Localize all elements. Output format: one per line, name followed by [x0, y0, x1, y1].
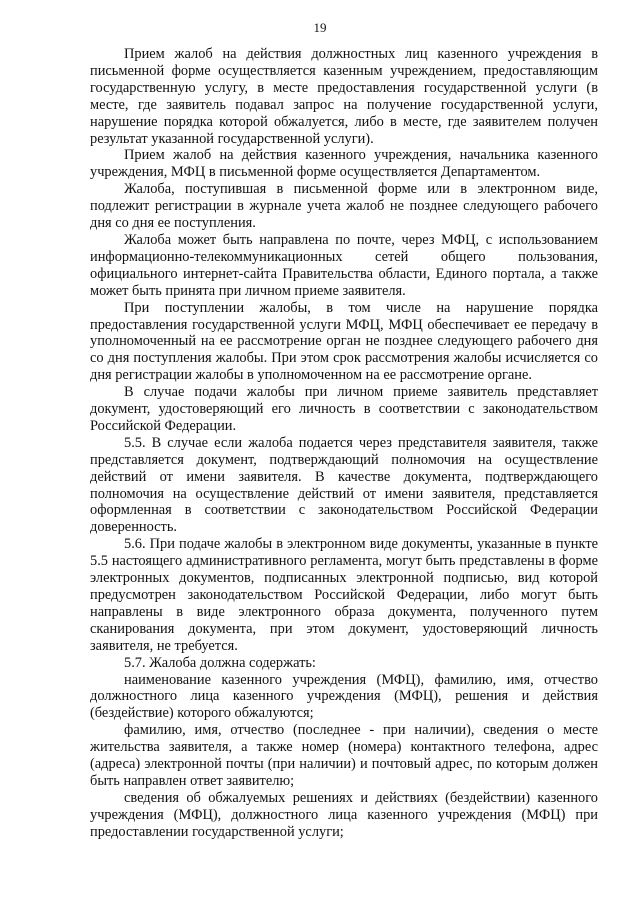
- paragraph: наименование казенного учреждения (МФЦ), фамилию, имя, отчество должностного лица казенного учреждения (МФЦ), решения и действия (бездействие) которого обжалуются;: [90, 671, 598, 722]
- paragraph: Прием жалоб на действия казенного учреждения, начальника казенного учреждения, МФЦ в письменной форме осуществляется Департаментом.: [90, 147, 598, 181]
- document-body: [90, 46, 598, 841]
- page-number: 19: [313, 20, 327, 35]
- paragraph: Жалоба, поступившая в письменной форме или в электронном виде, подлежит регистрации в журнале учета жалоб не позднее следующего рабочего дня со дня ее поступления.: [90, 181, 598, 232]
- paragraph: Прием жалоб на действия должностных лиц казенного учреждения в письменной форме осуществляется казенным учреждением, предоставляющим государственную услугу, в месте предоставления государственной услуги (в месте, где заявитель подавал запрос на получение государственной услуги, нарушение порядка которой обжалуется, либо в месте, где заявителем получен результат указанной государственной услуги).: [90, 46, 598, 147]
- paragraph: При поступлении жалобы, в том числе на нарушение порядка предоставления государственной услуги МФЦ, МФЦ обеспечивает ее передачу в уполномоченный на ее рассмотрение орган не позднее следующего рабочего дня со дня поступления жалобы. При этом срок рассмотрения жалобы исчисляется со дня регистрации жалобы в уполномоченном на ее рассмотрение органе.: [90, 299, 598, 384]
- paragraph: 5.7. Жалоба должна содержать:: [124, 654, 316, 671]
- paragraph: 5.6. При подаче жалобы в электронном виде документы, указанные в пункте 5.5 настоящего административного регламента, могут быть представлены в форме электронных документов, подписанных электронной подписью, вид которой предусмотрен законодательством Российской Федерации, либо могут быть направлены в виде электронного образа документа, полученного путем сканирования документа, при этом документ, удостоверяющий личность заявителя, не требуется.: [90, 536, 598, 654]
- paragraph: Жалоба может быть направлена по почте, через МФЦ, с использованием информационно-телекоммуникационных сетей общего пользования, официального интернет-сайта Правительства области, Единого портала, а также может быть принята при личном приеме заявителя.: [90, 231, 598, 299]
- paragraph: 5.5. В случае если жалоба подается через представителя заявителя, также представляется документ, подтверждающий полномочия на осуществление действий от имени заявителя. В качестве документа, подтверждающего полномочия на осуществление действий от имени заявителя, представляется оформленная в соответствии с законодательством Российской Федерации доверенность.: [90, 434, 598, 536]
- paragraph: сведения об обжалуемых решениях и действиях (бездействии) казенного учреждения (МФЦ), должностного лица казенного учреждения (МФЦ) при предоставлении государственной услуги;: [90, 789, 598, 840]
- paragraph: фамилию, имя, отчество (последнее - при наличии), сведения о месте жительства заявителя, а также номер (номера) контактного телефона, адрес (адреса) электронной почты (при наличии) и почтовый адрес, по которым должен быть направлен ответ заявителю;: [90, 722, 598, 789]
- paragraph: В случае подачи жалобы при личном приеме заявитель представляет документ, удостоверяющий его личность в соответствии с законодательством Российской Федерации.: [90, 384, 598, 434]
